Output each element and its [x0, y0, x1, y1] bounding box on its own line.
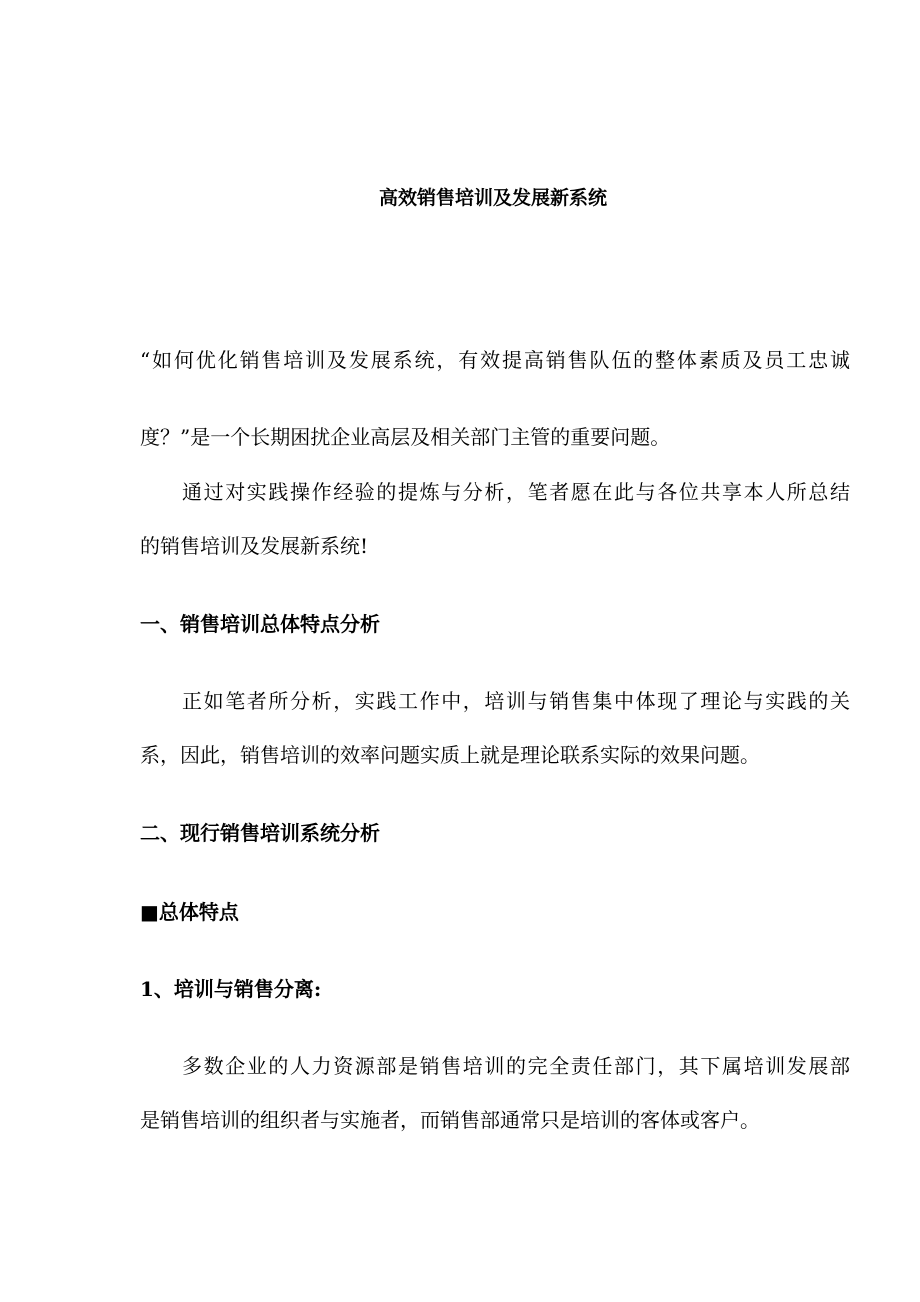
paragraph-3-line-2: 系，因此，销售培训的效率问题实质上就是理论联系实际的效果问题。 [140, 743, 760, 767]
paragraph-3-line-1: 正如笔者所分析，实践工作中，培训与销售集中体现了理论与实践的关 [182, 689, 850, 713]
document-title: 高效销售培训及发展新系统 [378, 187, 607, 209]
section-heading-2: 二、现行销售培训系统分析 [140, 821, 380, 845]
paragraph-1-line-1: “如何优化销售培训及发展系统，有效提高销售队伍的整体素质及员工忠诚 [140, 348, 850, 372]
section-heading-1: 一、销售培训总体特点分析 [140, 612, 380, 636]
subheading-item-1: 1、培训与销售分离: [140, 977, 322, 1001]
paragraph-4-line-2: 是销售培训的组织者与实施者，而销售部通常只是培训的客体或客户。 [140, 1108, 760, 1132]
paragraph-1-line-2: 度？”是一个长期困扰企业高层及相关部门主管的重要问题。 [140, 425, 671, 449]
subheading-overall-features: ■总体特点 [140, 900, 239, 924]
paragraph-4-line-1: 多数企业的人力资源部是销售培训的完全责任部门，其下属培训发展部 [182, 1054, 850, 1078]
paragraph-2-line-1: 通过对实践操作经验的提炼与分析，笔者愿在此与各位共享本人所总结 [182, 480, 850, 504]
paragraph-2-line-2: 的销售培训及发展新系统! [140, 534, 369, 558]
